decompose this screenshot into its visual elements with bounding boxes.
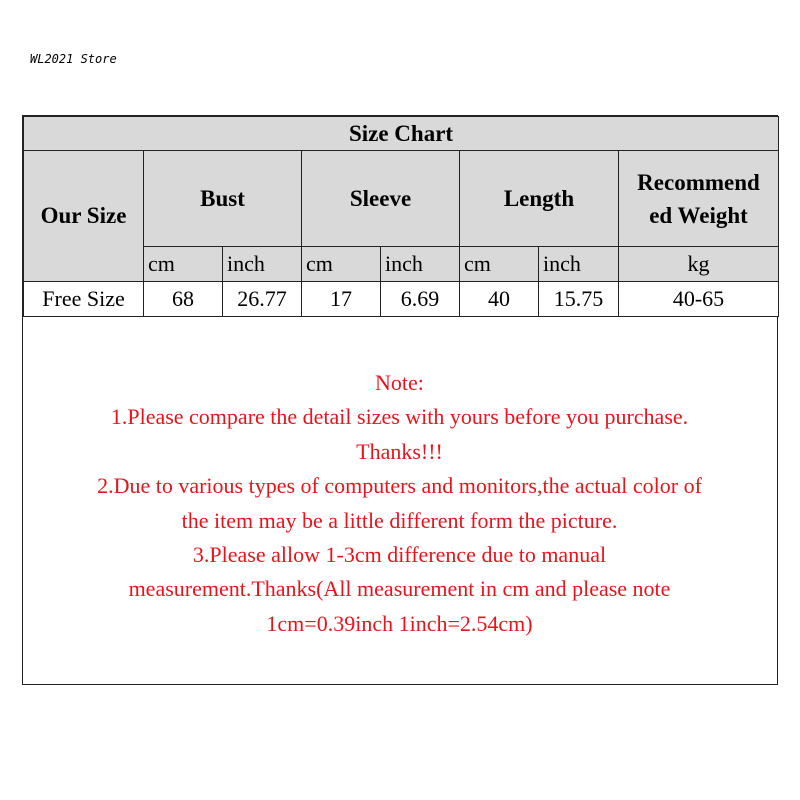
note-heading: Note: <box>375 370 424 395</box>
length-cm-cell: 40 <box>460 282 539 317</box>
sleeve-cm-cell: 17 <box>302 282 381 317</box>
unit-length-inch: inch <box>539 247 619 282</box>
length-header: Length <box>460 151 619 247</box>
table-title: Size Chart <box>24 117 779 151</box>
sleeve-inch-cell: 6.69 <box>381 282 460 317</box>
unit-length-cm: cm <box>460 247 539 282</box>
bust-header: Bust <box>144 151 302 247</box>
length-inch-cell: 15.75 <box>539 282 619 317</box>
store-name: WL2021 Store <box>30 52 117 66</box>
unit-bust-cm: cm <box>144 247 223 282</box>
weight-cell: 40-65 <box>619 282 779 317</box>
size-chart <box>22 115 778 685</box>
size-cell: Free Size <box>24 282 144 317</box>
note-line: measurement.Thanks(All measurement in cm and please note <box>128 576 671 602</box>
unit-sleeve-cm: cm <box>302 247 381 282</box>
weight-header-line-1: Recommend <box>637 169 760 195</box>
unit-bust-inch: inch <box>223 247 302 282</box>
note-line: 1cm=0.39inch 1inch=2.54cm) <box>266 610 533 636</box>
unit-sleeve-inch: inch <box>381 247 460 282</box>
bust-inch-cell: 26.77 <box>223 282 302 317</box>
notes-block <box>23 366 776 641</box>
note-line: the item may be a little different form the picture. <box>181 507 618 533</box>
our-size-header: Our Size <box>24 151 144 282</box>
sleeve-header: Sleeve <box>302 151 460 247</box>
note-line: 1.Please compare the detail sizes with yours before you purchase. <box>110 404 689 430</box>
weight-header-line-2: ed Weight <box>649 202 748 228</box>
size-table <box>23 116 779 317</box>
bust-cm-cell: 68 <box>144 282 223 317</box>
note-line: Thanks!!! <box>356 438 443 464</box>
weight-header <box>619 151 779 247</box>
note-line: 2.Due to various types of computers and monitors,the actual color of <box>97 473 702 499</box>
table-row <box>24 282 779 317</box>
note-line: 3.Please allow 1-3cm difference due to manual <box>192 542 607 568</box>
unit-weight-kg: kg <box>619 247 779 282</box>
